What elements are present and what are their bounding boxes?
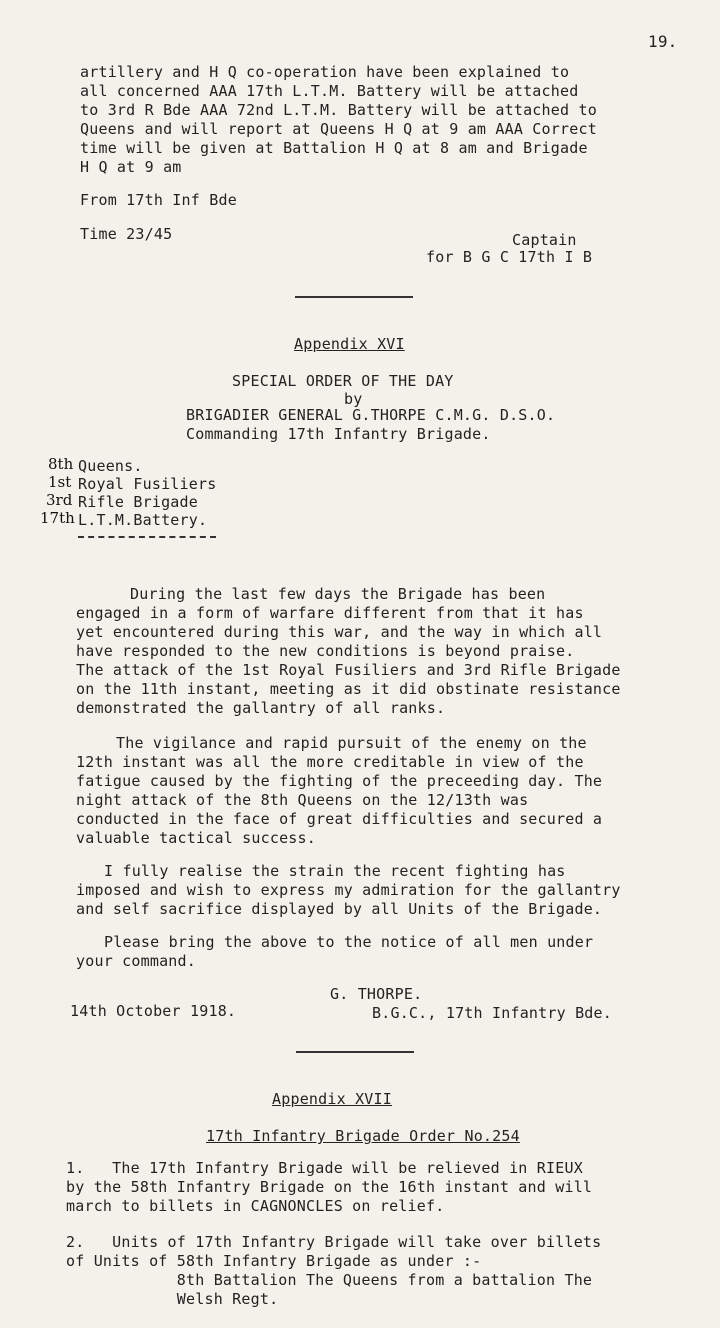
paragraph-line: The vigilance and rapid pursuit of the enemy on the [116, 734, 587, 752]
section-divider [295, 296, 413, 298]
page-number: 19. [648, 32, 678, 51]
special-order-title: SPECIAL ORDER OF THE DAY [232, 372, 454, 390]
paragraph-line: your command. [76, 952, 196, 970]
unit-number: 1st [48, 473, 72, 491]
paragraph-line: I fully realise the strain the recent fighting has [104, 862, 566, 880]
unit-number: 17th [40, 509, 75, 527]
by-line: by [344, 390, 363, 408]
paragraph-line: yet encountered during this war, and the way in which all [76, 623, 603, 641]
item-line: of Units of 58th Infantry Brigade as under :- [66, 1252, 482, 1270]
paragraph-line: engaged in a form of warfare different from that it has [76, 604, 584, 622]
paragraph-line: During the last few days the Brigade has been [130, 585, 546, 603]
item-line: 1. The 17th Infantry Brigade will be relieved in RIEUX [66, 1159, 583, 1177]
item-line: 8th Battalion The Queens from a battalion The [66, 1271, 593, 1289]
unit-number: 3rd [46, 491, 73, 509]
brigade-order-title: 17th Infantry Brigade Order No.254 [206, 1127, 520, 1145]
signed-name: G. THORPE. [330, 985, 423, 1003]
signature-for: for B G C 17th I B [426, 248, 593, 266]
intro-line: artillery and H Q co-operation have been explained to [80, 63, 570, 81]
item-line: by the 58th Infantry Brigade on the 16th instant and will [66, 1178, 593, 1196]
order-date: 14th October 1918. [70, 1002, 237, 1020]
intro-line: Queens and will report at Queens H Q at 9 am AAA Correct [80, 120, 597, 138]
intro-line: all concerned AAA 17th L.T.M. Battery will be attached [80, 82, 579, 100]
unit-name: Royal Fusiliers [78, 475, 217, 493]
unit-name: L.T.M.Battery. [78, 511, 208, 529]
intro-line: time will be given at Battalion H Q at 8 am and Brigade [80, 139, 588, 157]
appendix-xvii-heading: Appendix XVII [272, 1090, 392, 1108]
paragraph-line: 12th instant was all the more creditable in view of the [76, 753, 584, 771]
intro-line: H Q at 9 am [80, 158, 182, 176]
unit-number: 8th [48, 455, 74, 473]
unit-name: Rifle Brigade [78, 493, 198, 511]
paragraph-line: The attack of the 1st Royal Fusiliers and 3rd Rifle Brigade [76, 661, 621, 679]
paragraph-line: fatigue caused by the fighting of the preceeding day. The [76, 772, 603, 790]
paragraph-line: valuable tactical success. [76, 829, 316, 847]
paragraph-line: and self sacrifice displayed by all Units of the Brigade. [76, 900, 603, 918]
paragraph-line: imposed and wish to express my admiration for the gallantry [76, 881, 621, 899]
section-divider [296, 1051, 414, 1053]
item-line: 2. Units of 17th Infantry Brigade will take over billets [66, 1233, 602, 1251]
paragraph-line: conducted in the face of great difficulties and secured a [76, 810, 603, 828]
paragraph-line: demonstrated the gallantry of all ranks. [76, 699, 446, 717]
commanding-line: Commanding 17th Infantry Brigade. [186, 425, 491, 443]
intro-line: to 3rd R Bde AAA 72nd L.T.M. Battery will be attached to [80, 101, 597, 119]
paragraph-line: night attack of the 8th Queens on the 12/13th was [76, 791, 529, 809]
paragraph-line: on the 11th instant, meeting as it did obstinate resistance [76, 680, 621, 698]
unit-list-underline [78, 536, 216, 538]
paragraph-line: have responded to the new conditions is beyond praise. [76, 642, 575, 660]
appendix-xvi-heading: Appendix XVI [294, 335, 405, 353]
signature-rank: Captain [512, 231, 577, 249]
unit-name: Queens. [78, 457, 143, 475]
item-line: march to billets in CAGNONCLES on relief. [66, 1197, 445, 1215]
paragraph-line: Please bring the above to the notice of all men under [104, 933, 594, 951]
time-line: Time 23/45 [80, 225, 173, 243]
signed-title: B.G.C., 17th Infantry Bde. [372, 1004, 612, 1022]
from-line: From 17th Inf Bde [80, 191, 237, 209]
item-line: Welsh Regt. [66, 1290, 279, 1308]
general-name: BRIGADIER GENERAL G.THORPE C.M.G. D.S.O. [186, 406, 556, 424]
